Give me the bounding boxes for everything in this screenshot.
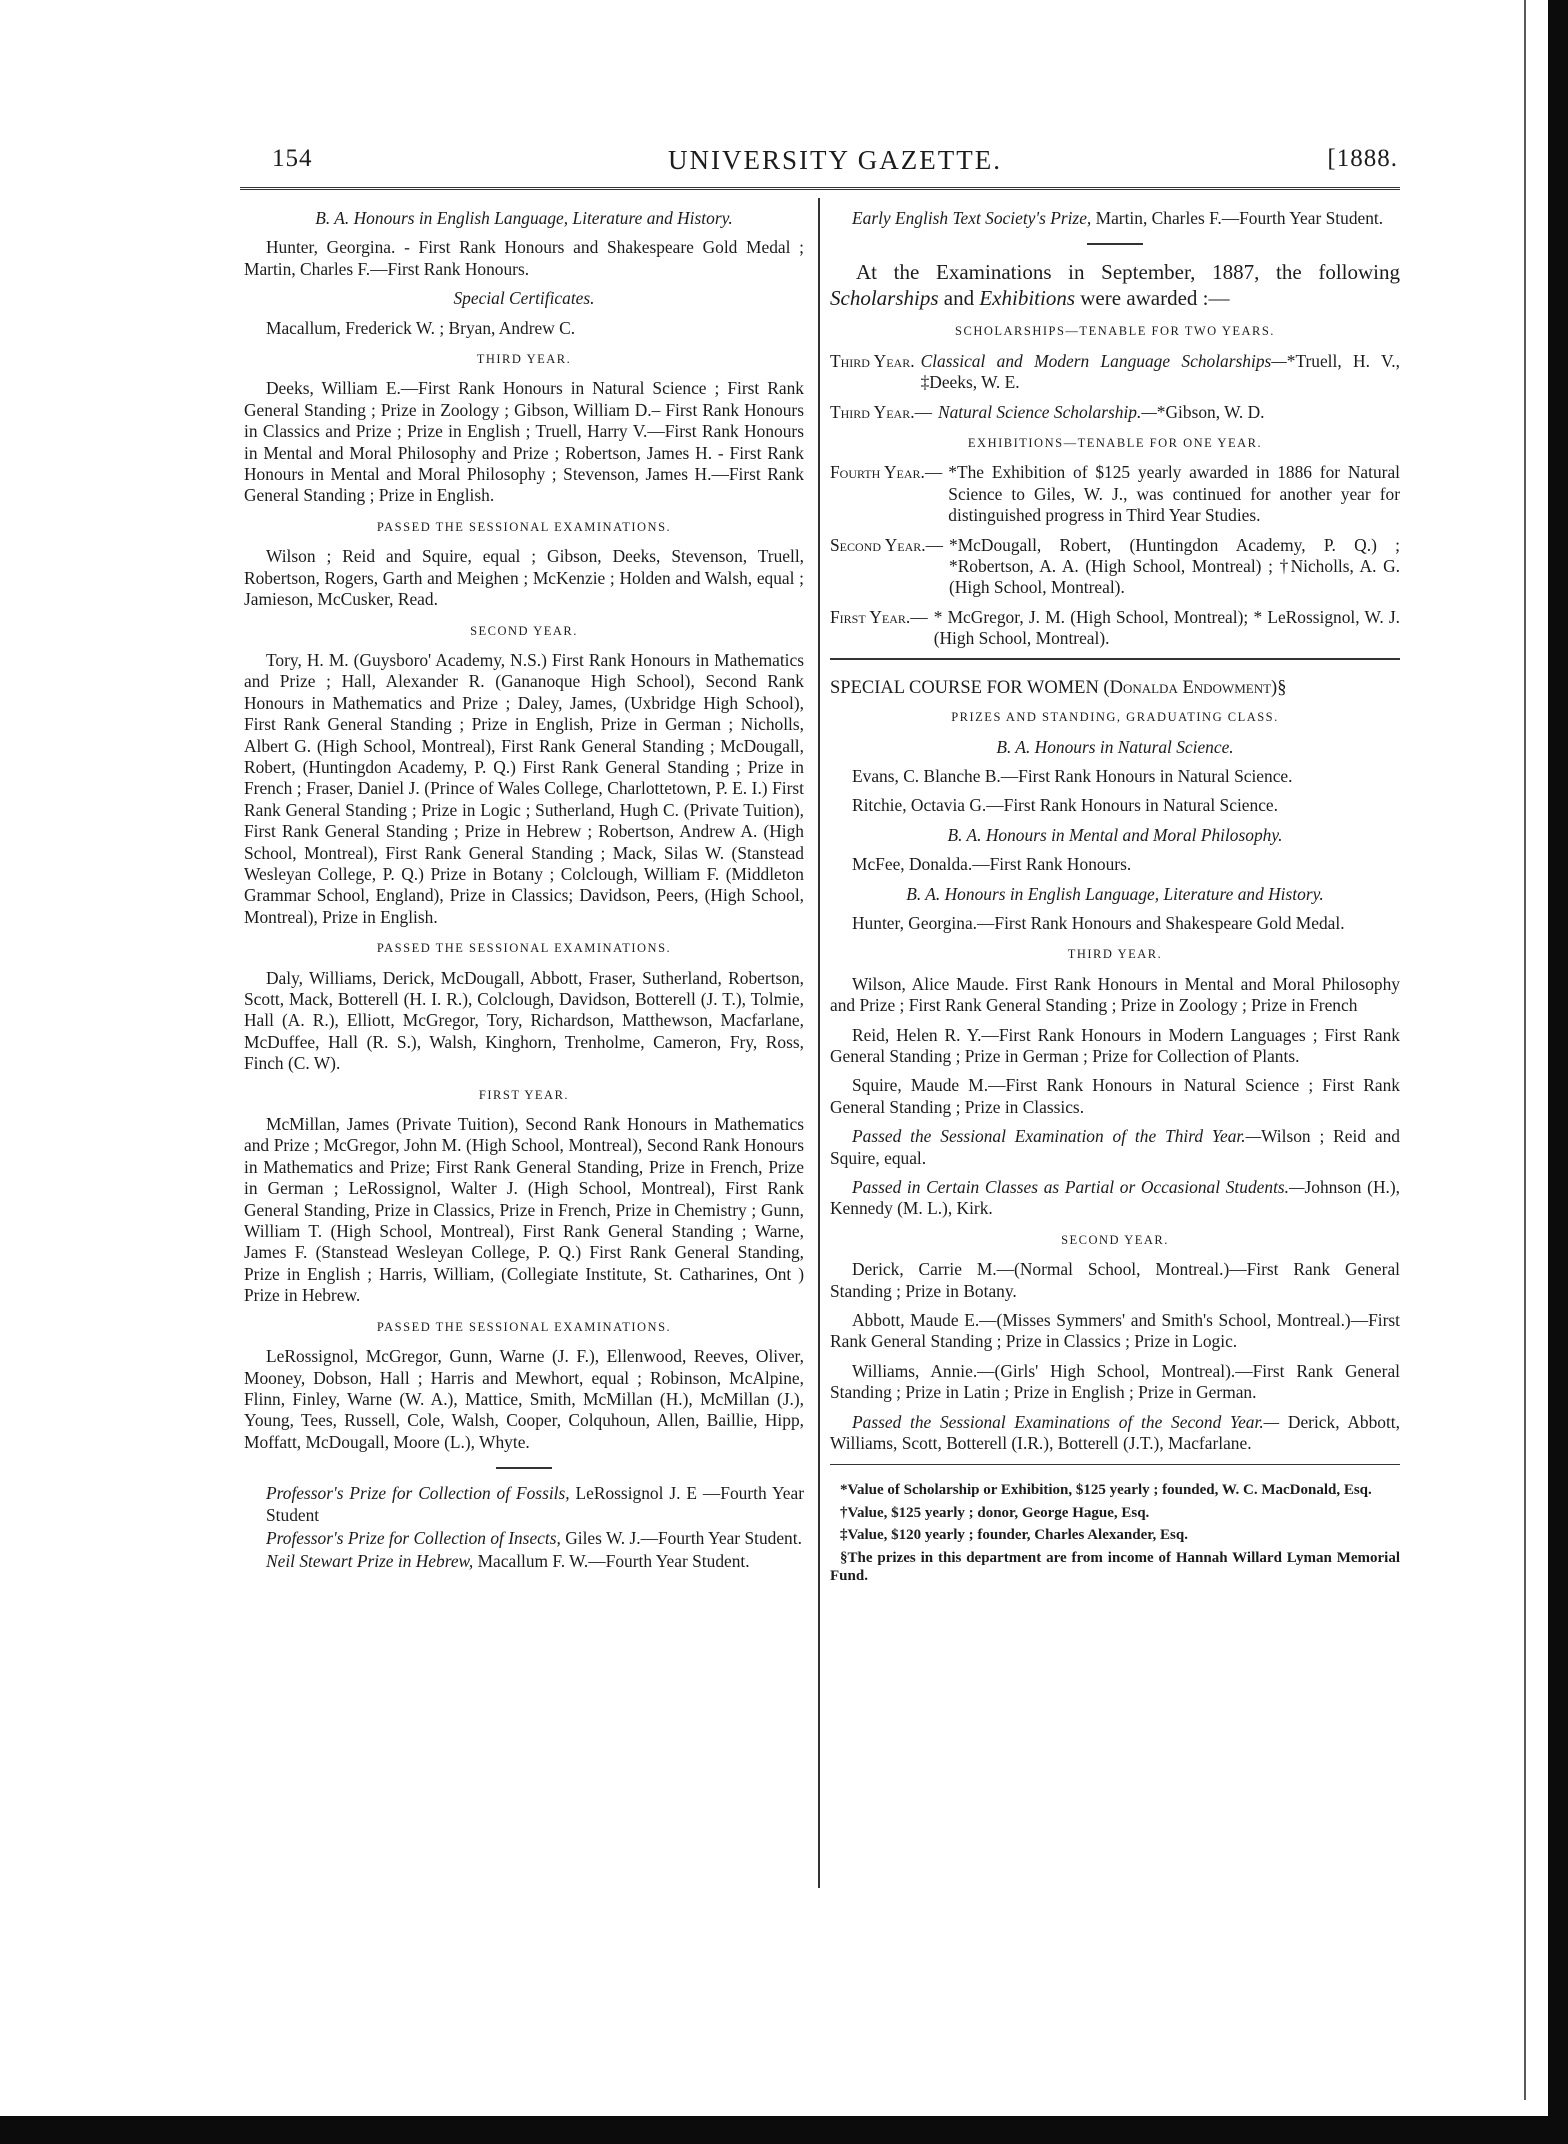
paragraph [830, 1412, 1400, 1455]
section-heading: B. A. Honours in English Language, Literature and History. [315, 208, 733, 228]
section-heading: B. A. Honours in Mental and Moral Philosophy. [947, 824, 1283, 845]
year-heading: THIRD YEAR. [1067, 947, 1163, 962]
entry-text [938, 402, 1400, 423]
year-label: Third Year. [830, 350, 915, 371]
paragraph: Abbott, Maude E.—(Misses Symmers' and Smith's School, Montreal.)—First Rank General Standing ; Prize in Classics ; Prize in Logic. [830, 1310, 1400, 1352]
scholarship-holders: *Truell, H. V., ‡Deeks, W. E. [920, 350, 1400, 393]
paragraph: Hunter, Georgina.—First Rank Honours and Shakespeare Gold Medal. [852, 912, 1345, 933]
paragraph: Tory, H. M. (Guysboro' Academy, N.S.) First Rank Honours in Mathematics and Prize ; Hall, Alexander R. (Gananoque High School), Second Rank Honours in Mathematics and Prize ; Daley, James, (Uxbridge High School), First Rank General Standing ; Prize in English, Prize in German ; Nicholls, Albert G. (High School, Montreal), First Rank General Standing ; McDougall, Robert, (Huntingdon Academy, P. Q.) First Rank General Standing ; Prize in French ; Fraser, Daniel J. (Prince of Wales College, Charlottetown, P. E. I.) First Rank General Standing ; Prize in Logic ; Sutherland, Hugh C. (Private Tuition), First Rank General Standing ; Prize in Hebrew ; Robertson, Andrew A. (High School, Montreal), First Rank General Standing ; Mack, Silas W. (Stanstead Wesleyan College, P. Q.) Prize in Botany ; Colclough, William F. (Middleton Grammar School, England), Prize in Classics; Davidson, Peers, (High School, Montreal), Prize in English. [244, 649, 804, 927]
exhibition-entry [830, 462, 1400, 526]
paragraph: Ritchie, Octavia G.—First Rank Honours in Natural Science. [852, 795, 1278, 816]
special-course-endowment: Donalda Endowment [1109, 677, 1272, 698]
sessional-heading: PASSED THE SESSIONAL EXAMINATIONS. [376, 519, 672, 534]
footnote: *Value of Scholarship or Exhibition, $125 yearly ; founded, W. C. MacDonald, Esq. [840, 1482, 1372, 1499]
scholarships-heading: SCHOLARSHIPS—TENABLE FOR TWO YEARS. [955, 324, 1275, 339]
scan-bottom-border [0, 2116, 1568, 2144]
announcement-text: At the Examinations in September, 1887, the following [856, 260, 1400, 285]
paragraph: McFee, Donalda.—First Rank Honours. [852, 854, 1132, 875]
year-label: Third Year.— [830, 401, 932, 422]
prizes-heading: PRIZES AND STANDING, GRADUATING CLASS. [951, 710, 1279, 725]
sessional-title: Passed the Sessional Examinations of the Second Year.— [852, 1411, 1280, 1432]
year-label: First Year.— [830, 606, 928, 627]
announcement-text: and [943, 286, 975, 311]
paragraph: Williams, Annie.—(Girls' High School, Montreal).—First Rank General Standing ; Prize in Latin ; Prize in English ; Prize in German. [830, 1360, 1400, 1403]
sessional-title: Passed in Certain Classes as Partial or Occasional Students.— [852, 1177, 1305, 1197]
paragraph: Derick, Carrie M.—(Normal School, Montreal.)—First Rank General Standing ; Prize in Botany. [830, 1259, 1400, 1301]
announcement-exhibitions: Exhibitions [979, 286, 1076, 311]
paragraph: Deeks, William E.—First Rank Honours in Natural Science ; First Rank General Standing ; Prize in Zoology ; Gibson, William D.– First Rank Honours in Classics and Prize ; Prize in English ; Truell, Harry V.—First Rank Honours in Mental and Moral Philosophy and Prize ; Robertson, James H. - First Rank Honours in Mental and Moral Philosophy ; Stevenson, James H.—First Rank General Standing ; Prize in English. [244, 378, 804, 506]
prize-entry [244, 1528, 804, 1549]
entry-text [921, 351, 1400, 394]
section-heading: B. A. Honours in Natural Science. [996, 736, 1234, 757]
paragraph: Wilson, Alice Maude. First Rank Honours in Mental and Moral Philosophy and Prize ; First Rank General Standing ; Prize in Zoology ; Prize in French [830, 973, 1400, 1016]
section-rule [830, 658, 1400, 660]
sessional-heading: PASSED THE SESSIONAL EXAMINATIONS. [376, 941, 672, 956]
paragraph: Evans, C. Blanche B.—First Rank Honours in Natural Science. [852, 765, 1293, 786]
exhibition-entry [830, 607, 1400, 650]
paragraph [830, 1126, 1400, 1169]
sessional-text: Derick, Abbott, Williams, Scott, Botterell (I.R.), Botterell (J.T.), Macfarlane. [830, 1411, 1400, 1454]
sessional-text: Johnson (H.), Kennedy (M. L.), Kirk. [830, 1177, 1400, 1219]
scholarship-title: Classical and Modern Language Scholarships— [920, 350, 1287, 371]
special-course-text: SPECIAL COURSE FOR WOMEN ( [830, 677, 1110, 698]
sessional-title: Passed the Sessional Examination of the Third Year.— [852, 1126, 1262, 1147]
announcement-text: were awarded :— [1080, 286, 1230, 311]
right-column [830, 208, 1400, 1590]
paragraph: Hunter, Georgina. - First Rank Honours and Shakespeare Gold Medal ; Martin, Charles F.—First Rank Honours. [244, 237, 804, 279]
section-heading: B. A. Honours in English Language, Literature and History. [906, 883, 1324, 904]
prize-title: Professor's Prize for Collection of Insects, [266, 1527, 561, 1548]
year-label: Second Year.— [830, 534, 944, 555]
paragraph [830, 1177, 1400, 1220]
footnotes [830, 1481, 1400, 1586]
announcement-scholarships: Scholarships [830, 286, 939, 311]
page-number: 154 [272, 145, 313, 172]
year-heading: THIRD YEAR. [476, 352, 572, 367]
scholarship-title: Natural Science Scholarship.— [937, 401, 1157, 422]
footnote: ‡Value, $120 yearly ; founder, Charles Alexander, Esq. [840, 1527, 1188, 1544]
year-heading: SECOND YEAR. [470, 623, 578, 638]
header-year: [1888. [1327, 145, 1398, 172]
paragraph: Daly, Williams, Derick, McDougall, Abbott, Fraser, Sutherland, Robertson, Scott, Mack, Botterell (H. I. R.), Colclough, Davidson, Botterell (J. T.), Tolmie, Hall (A. R.), Elliott, McGregor, Tory, Richardson, Matthewson, Macfarlane, McDuffee, Hall (R. S.), Walsh, Kinghorn, Trenholme, Cameron, Fry, Ross, Finch (C. W). [244, 967, 804, 1074]
prize-entry [244, 1483, 804, 1526]
prize-text: LeRossignol J. E —Fourth Year Student [266, 1483, 804, 1525]
prize-text: Macallum F. W.—Fourth Year Student. [477, 1551, 750, 1572]
year-label: Fourth Year.— [830, 462, 943, 483]
section-rule [496, 1467, 552, 1469]
page-header [270, 145, 1400, 185]
scholarship-entry [830, 402, 1400, 423]
special-course-text: )§ [1271, 677, 1287, 698]
prize-entry [830, 208, 1400, 229]
paragraph: Squire, Maude M.—First Rank Honours in Natural Science ; First Rank General Standing ; Prize in Classics. [830, 1075, 1400, 1117]
scholarship-entry [830, 351, 1400, 394]
sessional-heading: PASSED THE SESSIONAL EXAMINATIONS. [376, 1319, 672, 1334]
prize-title: Neil Stewart Prize in Hebrew, [266, 1551, 474, 1572]
scan-right-border [1548, 0, 1568, 2144]
prize-title: Professor's Prize for Collection of Fossils, [266, 1483, 570, 1504]
year-heading: FIRST YEAR. [478, 1087, 570, 1102]
paragraph: LeRossignol, McGregor, Gunn, Warne (J. F.), Ellenwood, Reeves, Oliver, Mooney, Dobson, Hall ; Harris and Mewhort, equal ; Robinson, McAlpine, Flinn, Finley, Warne (W. A.), Mattice, Smith, McMillan (H.), McMillan (J.), Young, Tees, Russell, Cole, Walsh, Cooper, Colquhoun, Allen, Baillie, Hipp, Moffatt, McDougall, Moore (L.), Whyte. [244, 1346, 804, 1452]
prize-text: Giles W. J.—Fourth Year Student. [565, 1527, 802, 1548]
paragraph: Reid, Helen R. Y.—First Rank Honours in Modern Languages ; First Rank General Standing ; Prize in German ; Prize for Collection of Plants. [830, 1024, 1400, 1066]
paragraph: Wilson ; Reid and Squire, equal ; Gibson, Deeks, Stevenson, Truell, Robertson, Rogers, Garth and Meighen ; McKenzie ; Holden and Walsh, equal ; Jamieson, McCusker, Read. [244, 546, 804, 610]
paragraph: Macallum, Frederick W. ; Bryan, Andrew C. [266, 317, 576, 338]
gazette-title: UNIVERSITY GAZETTE. [668, 145, 1002, 175]
paragraph: McMillan, James (Private Tuition), Second Rank Honours in Mathematics and Prize ; McGregor, John M. (High School, Montreal), Second Rank Honours in Mathematics and Prize; First Rank General Standing, Prize in French, Prize in German ; LeRossignol, Walter J. (High School, Montreal), First Rank General Standing, Prize in Classics, Prize in French, Prize in Chemistry ; Gunn, William T. (High School, Montreal), First Rank General Standing ; Warne, James F. (Stanstead Wesleyan College, P. Q.) First Rank General Standing, Prize in English ; Harris, William, (Collegiate Institute, St. Catharines, Ont ) Prize in Hebrew. [244, 1114, 804, 1306]
left-column [244, 208, 804, 1581]
prize-entry [244, 1551, 804, 1572]
announcement [830, 259, 1400, 311]
footnote-rule [830, 1464, 1400, 1465]
section-heading: Special Certificates. [453, 288, 595, 309]
scholarship-holders: *Gibson, W. D. [1156, 401, 1265, 422]
entry-text: * McGregor, J. M. (High School, Montreal); * LeRossignol, W. J. (High School, Montreal). [933, 606, 1400, 649]
prize-text: Martin, Charles F.—Fourth Year Student. [1095, 208, 1384, 228]
page-edge-line [1524, 0, 1526, 2100]
header-rule [240, 187, 1400, 190]
section-rule [1087, 243, 1143, 245]
column-divider [818, 198, 820, 1888]
year-heading: SECOND YEAR. [1061, 1232, 1169, 1247]
exhibitions-heading: EXHIBITIONS—TENABLE FOR ONE YEAR. [967, 436, 1263, 451]
entry-text: *The Exhibition of $125 yearly awarded in 1886 for Natural Science to Giles, W. J., was continued for another year for distinguished progress in Third Year Studies. [948, 462, 1400, 526]
footnote: §The prizes in this department are from income of Hannah Willard Lyman Memorial Fund. [830, 1549, 1400, 1585]
exhibition-entry [830, 535, 1400, 599]
sessional-text: Wilson ; Reid and Squire, equal. [830, 1126, 1400, 1168]
entry-text: *McDougall, Robert, (Huntingdon Academy, P. Q.) ; *Robertson, A. A. (High School, Montreal) ; †Nicholls, A. G. (High School, Montreal). [949, 534, 1400, 598]
footnote: †Value, $125 yearly ; donor, George Hague, Esq. [840, 1504, 1150, 1521]
prize-title: Early English Text Society's Prize, [852, 208, 1092, 228]
special-course-heading [830, 678, 1400, 699]
